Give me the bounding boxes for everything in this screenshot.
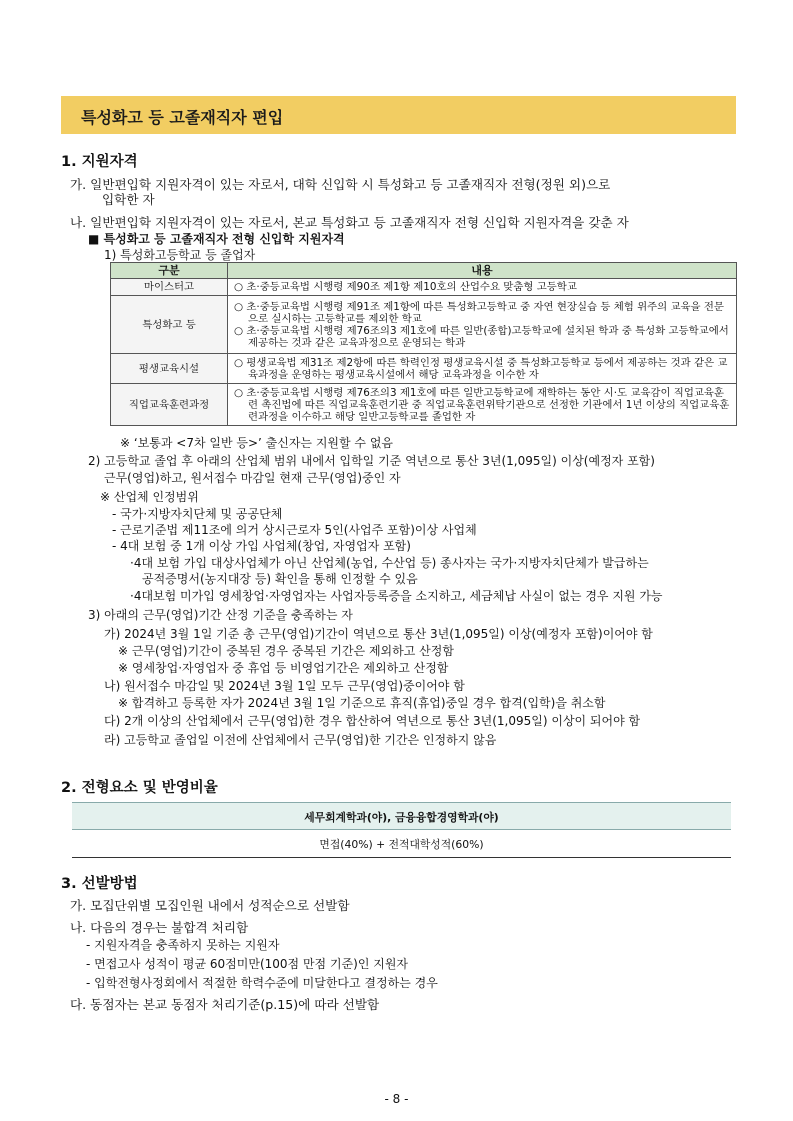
section-3-title: 3. 선발방법 <box>61 876 138 892</box>
ratio-table-header <box>72 802 731 830</box>
s1-industry-item: - 근로기준법 제11조에 의거 상시근로자 5인(사업주 포함)이상 사업체 <box>112 523 477 537</box>
table-row <box>111 384 737 426</box>
ratio-table-body <box>72 829 731 858</box>
s3-item: - 지원자격을 충족하지 못하는 지원자 <box>86 938 280 952</box>
row-item: ○ 평생교육법 제31조 제2항에 따른 학력인정 평생교육시설 중 특성화고등학교 등에서 제공하는 것과 같은 교육과정을 운영하는 평생교육시설에서 해당 교육과정을 이수한 자 <box>234 356 728 381</box>
ratio-table-header-text: 세무회계학과(야), 금융융합경영학과(야) <box>304 811 499 824</box>
s1-point-2-line2: 근무(영업)하고, 원서접수 마감일 현재 근무(영업)중인 자 <box>104 471 401 485</box>
s1-point-3-ra: 라) 고등학교 졸업일 이전에 산업체에서 근무(영업)한 기간은 인정하지 않음 <box>104 733 497 747</box>
row-item: ○ 초·중등교육법 시행령 제76조의3 제1호에 따른 일반(종합)고등학교에 설치된 학과 중 특성화 고등학교에서 제공하는 것과 같은 교육과정으로 운영되는 학과 <box>234 324 729 349</box>
banner-title: 특성화고 등 고졸재직자 편입 <box>81 108 284 127</box>
s1-point-1: 1) 특성화고등학교 등 졸업자 <box>104 248 256 262</box>
qualification-table <box>110 262 737 426</box>
s1-point-3-note: ※ 근무(영업)기간이 중복된 경우 중복된 기간은 제외하고 산정함 <box>118 644 454 658</box>
table-row <box>111 279 737 296</box>
s1-industry-note: ※ 산업체 인정범위 <box>100 490 199 504</box>
s3-da: 다. 동점자는 본교 동점자 처리기준(p.15)에 따라 선발함 <box>70 997 380 1012</box>
row-item: ○ 초·중등교육법 시행령 제76조의3 제1호에 따른 일반고등학교에 재학하는 동안 시·도 교육감이 직업교육훈련 촉진법에 따른 직업교육훈련기관 중 직업교육훈련위탁기관으로 선정한 기관에서 1년 이상의 직업교육훈련과정을 이수하고 해당 일반고등학교를 졸업한 자 <box>234 386 730 423</box>
s1-industry-subitem: ·4대보험 미가입 영세창업·자영업자는 사업자등록증을 소지하고, 세금체납 사실이 없는 경우 지원 가능 <box>130 589 663 603</box>
s3-ga: 가. 모집단위별 모집인원 내에서 성적순으로 선발함 <box>70 898 350 913</box>
row-label: 특성화고 등 <box>111 296 228 354</box>
table-row <box>111 354 737 384</box>
row-item: ○ 초·중등교육법 시행령 제91조 제1항에 따른 특성화고등학교 중 자연 현장실습 등 체험 위주의 교육을 전문으로 실시하는 고등학교를 제외한 학교 <box>234 300 724 325</box>
s1-industry-subitem: ·4대 보험 가입 대상사업체가 아닌 산업체(농업, 수산업 등) 종사자는 국가·지방자치단체가 발급하는 <box>130 556 649 570</box>
s1-point-3-note: ※ 영세창업·자영업자 중 휴업 등 비영업기간은 제외하고 산정함 <box>118 661 449 675</box>
row-label: 평생교육시설 <box>111 354 228 384</box>
table-header-category: 구분 <box>111 263 228 279</box>
s1-note-1: ※ ‘보통과 <7차 일반 등>’ 출신자는 지원할 수 없음 <box>120 436 394 450</box>
s3-item: - 입학전형사정회에서 적절한 학력수준에 미달한다고 결정하는 경우 <box>86 976 438 990</box>
s1-na: 나. 일반편입학 지원자격이 있는 자로서, 본교 특성화고 등 고졸재직자 전형 신입학 지원자격을 갖춘 자 <box>70 215 629 230</box>
s1-point-2-line1: 2) 고등학교 졸업 후 아래의 산업체 범위 내에서 입학일 기준 역년으로 통산 3년(1,095일) 이상(예정자 포함) <box>88 454 655 468</box>
section-2-title: 2. 전형요소 및 반영비율 <box>61 780 218 796</box>
s3-na: 나. 다음의 경우는 불합격 처리함 <box>70 920 249 935</box>
table-header-content: 내용 <box>228 263 737 279</box>
s1-point-3-da: 다) 2개 이상의 산업체에서 근무(영업)한 경우 합산하여 역년으로 통산 3년(1,095일) 이상이 되어야 함 <box>104 714 641 728</box>
row-item: ○ 초·중등교육법 시행령 제90조 제1항 제10호의 산업수요 맞춤형 고등학교 <box>234 281 577 293</box>
s1-point-3-na: 나) 원서접수 마감일 및 2024년 3월 1일 모두 근무(영업)중이어야 함 <box>104 679 465 693</box>
s1-industry-subitem: 공적증명서(농지대장 등) 확인을 통해 인정할 수 있음 <box>142 572 418 586</box>
s1-point-3: 3) 아래의 근무(영업)기간 산정 기준을 충족하는 자 <box>88 608 353 622</box>
section-banner <box>61 96 736 134</box>
row-label: 직업교육훈련과정 <box>111 384 228 426</box>
s1-ga-line1: 가. 일반편입학 지원자격이 있는 자로서, 대학 신입학 시 특성화고 등 고졸재직자 전형(정원 외)으로 <box>70 177 611 192</box>
s1-point-3-ga: 가) 2024년 3월 1일 기준 총 근무(영업)기간이 역년으로 통산 3년(1,095일) 이상(예정자 포함)이어야 함 <box>104 627 653 641</box>
ratio-table-body-text: 면접(40%) + 전적대학성적(60%) <box>319 838 484 851</box>
page-number: - 8 - <box>384 1092 409 1106</box>
s1-subheading: ■ 특성화고 등 고졸재직자 전형 신입학 지원자격 <box>88 232 345 246</box>
ratio-table <box>72 802 731 858</box>
s1-industry-item: - 4대 보험 중 1개 이상 가입 사업체(창업, 자영업자 포함) <box>112 539 411 553</box>
section-1-title: 1. 지원자격 <box>61 154 138 170</box>
s1-ga-line2: 입학한 자 <box>102 192 155 207</box>
row-label: 마이스터고 <box>111 279 228 296</box>
s1-point-3-note: ※ 합격하고 등록한 자가 2024년 3월 1일 기준으로 휴직(휴업)중일 경우 합격(입학)을 취소함 <box>118 696 606 710</box>
table-row <box>111 296 737 354</box>
s1-industry-item: - 국가·지방자치단체 및 공공단체 <box>112 507 283 521</box>
s3-item: - 면접고사 성적이 평균 60점미만(100점 만점 기준)인 지원자 <box>86 957 409 971</box>
